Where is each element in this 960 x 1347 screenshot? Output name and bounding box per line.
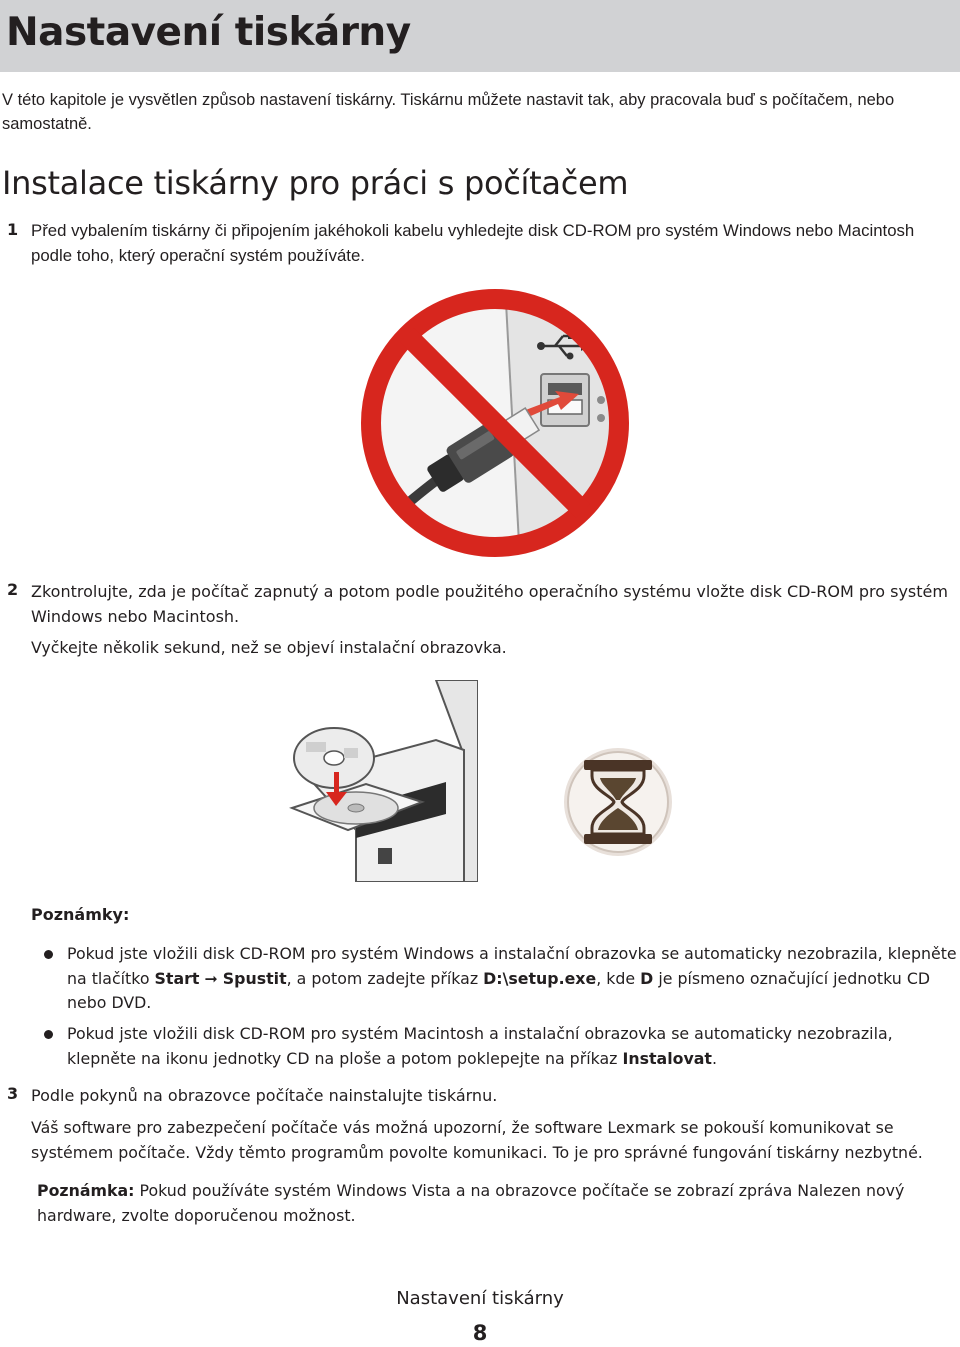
bullet-dot bbox=[44, 1030, 53, 1039]
step-2-number: 2 bbox=[7, 580, 19, 599]
step-1-text: Před vybalením tiskárny či připojením jakéhokoli kabelu vyhledejte disk CD‑ROM pro systém Windows nebo Macintosh podle toho, který operační systém používáte. bbox=[31, 221, 915, 265]
step-3-security-text: Váš software pro zabezpečení počítače vás možná upozorní, že software Lexmark se pokouší komunikovat se systémem počítače. Vždy těmto programům povolte komunikaci. To je pro správné fungování tiskárny nezbytné. bbox=[31, 1118, 923, 1162]
footer-title: Nastavení tiskárny bbox=[396, 1288, 564, 1309]
section-title: Instalace tiskárny pro práci s počítačem bbox=[2, 164, 629, 202]
note-bullet-macintosh: Pokud jste vložili disk CD‑ROM pro systém Macintosh a instalační obrazovka se automaticky nezobrazila, klepněte na ikonu jednotky CD na ploše a potom poklepejte na příkaz Instalovat. bbox=[67, 1024, 893, 1068]
step-2-text: Zkontrolujte, zda je počítač zapnutý a potom podle použitého operačního systému vložte disk CD‑ROM pro systém Windows nebo Macintosh. bbox=[31, 582, 948, 626]
bullet-dot bbox=[44, 950, 53, 959]
notes-heading: Poznámky: bbox=[31, 905, 130, 924]
cd-drive-icon bbox=[286, 680, 478, 882]
vista-note: Poznámka: Pokud používáte systém Windows Vista a na obrazovce počítače se zobrazí zpráva Nalezen nový hardware, zvolte doporučenou možnost. bbox=[37, 1181, 905, 1225]
step-3-text: Podle pokynů na obrazovce počítače nainstalujte tiskárnu. bbox=[31, 1086, 498, 1105]
arrow-icon: ➞ bbox=[204, 968, 218, 988]
note-bullet-windows: Pokud jste vložili disk CD‑ROM pro systém Windows a instalační obrazovka se automaticky nezobrazila, klepněte na tlačítko Start ➞ Spustit, a potom zadejte příkaz D:\setup.exe, kde D je písmeno označující jednotku CD nebo DVD. bbox=[67, 944, 957, 1012]
step-1-number: 1 bbox=[7, 220, 19, 239]
step-2-wait-text: Vyčkejte několik sekund, než se objeví instalační obrazovka. bbox=[31, 638, 507, 657]
page-number: 8 bbox=[472, 1321, 488, 1345]
intro-paragraph: V této kapitole je vysvětlen způsob nastavení tiskárny. Tiskárnu můžete nastavit tak, aby pracovala buď s počítačem, nebo samostatně. bbox=[2, 91, 895, 133]
page-title: Nastavení tiskárny bbox=[6, 10, 411, 55]
hourglass-icon bbox=[562, 746, 674, 858]
step-3-number: 3 bbox=[7, 1084, 19, 1103]
no-usb-prohibition-icon bbox=[355, 284, 635, 562]
